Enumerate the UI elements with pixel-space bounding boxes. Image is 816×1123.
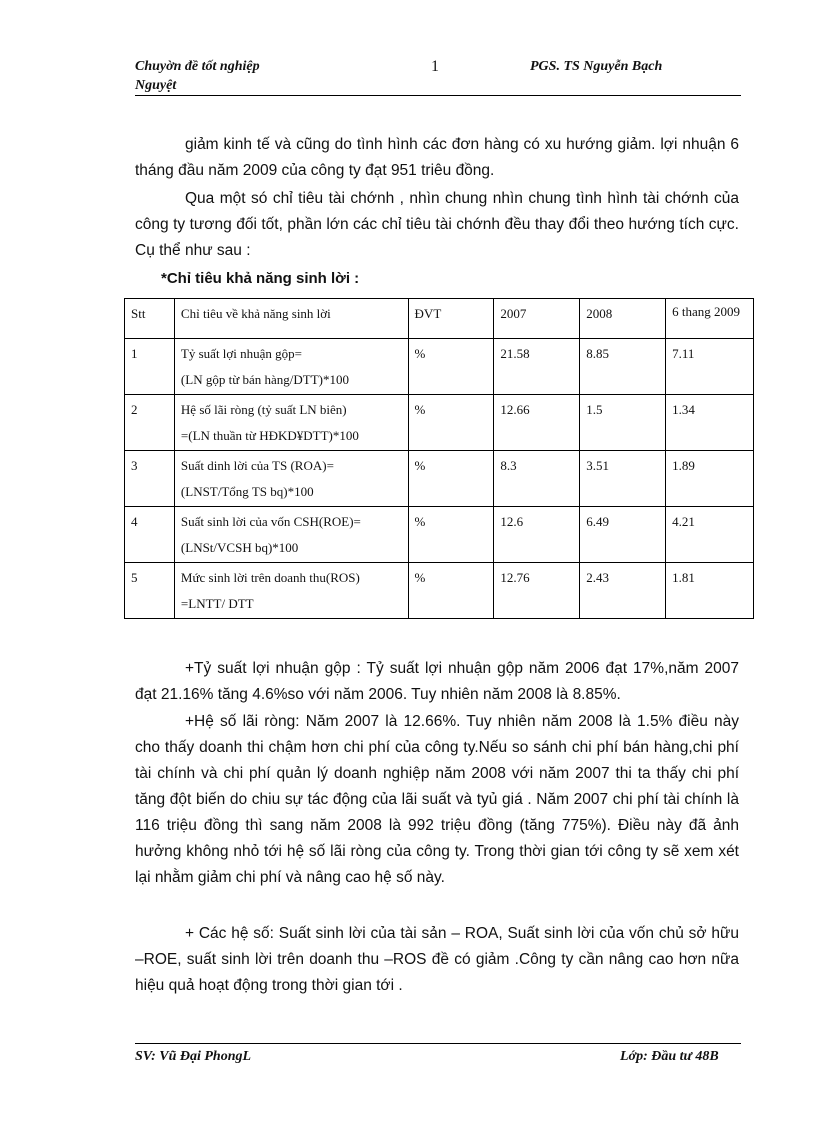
header-stt: Stt bbox=[125, 299, 175, 339]
cell-indicator bbox=[174, 451, 408, 507]
footer-right: Lớp: Đầu tư 48B bbox=[620, 1049, 719, 1064]
footer-left: SV: Vũ Đại PhongL bbox=[135, 1049, 252, 1064]
cell-indicator bbox=[174, 395, 408, 451]
page-number: 1 bbox=[431, 58, 439, 75]
header-rule bbox=[135, 95, 741, 96]
cell-unit: % bbox=[408, 451, 494, 507]
paragraph-4: +Hệ số lãi ròng: Năm 2007 là 12.66%. Tuy nhiên năm 2008 là 1.5% điều này cho thấy doanh thi chậm hơn chi phí của công ty.Nếu so sánh chi phí bán hàng,chi phí tài chính và chi phí quản lý doanh nghiệp năm 2008 với năm 2007 thi ta thấy chi phí tăng đột biến do chiu sự tác động của lãi suất và tyủ giá . Năm 2007 chi phí tài chính là 116 triệu đồng thì sang năm 2008 là 992 triệu đồng (tăng 775%). Điều này đã ảnh hưởng không nhỏ tới hệ số lãi ròng của công ty. Trong thời gian tới công ty sẽ xem xét lại nhằm giảm chi phí và nâng cao hệ số này. bbox=[135, 713, 739, 886]
cell-indicator bbox=[174, 339, 408, 395]
paragraph-2: Qua một só chỉ tiêu tài chớnh , nhìn chung nhìn chung tình hình tài chớnh của công ty tương đối tốt, phần lớn các chỉ tiêu tài chớnh đều thay đổi theo hướng tích cực. Cụ thể như sau : bbox=[135, 190, 739, 259]
indicator-line1: Suất dinh lời của TS (ROA)= bbox=[180, 458, 334, 473]
cell-2008: 6.49 bbox=[580, 507, 666, 563]
cell-h2009: 4.21 bbox=[666, 507, 754, 563]
header-2008: 2008 bbox=[580, 299, 666, 339]
table-row bbox=[125, 507, 754, 563]
cell-stt: 3 bbox=[125, 451, 175, 507]
cell-unit: % bbox=[408, 395, 494, 451]
header-h2009: 6 thang 2009 bbox=[666, 299, 754, 339]
section-subtitle: *Chỉ tiêu khả năng sinh lời : bbox=[161, 270, 360, 287]
cell-2007: 8.3 bbox=[494, 451, 580, 507]
indicator-line2: (LNST/Tổng TS bq)*100 bbox=[180, 484, 314, 499]
paragraph-3: +Tỷ suất lợi nhuận gộp : Tỷ suất lợi nhuận gộp năm 2006 đạt 17%,năm 2007 đạt 21.16% tăng 4.6%so với năm 2006. Tuy nhiên năm 2008 là 8.85%. bbox=[135, 660, 739, 703]
cell-unit: % bbox=[408, 507, 494, 563]
header-left-line1: Chuyờn đề tốt nghiệp bbox=[135, 59, 260, 74]
header-unit: ĐVT bbox=[408, 299, 494, 339]
indicator-line2: =LNTT/ DTT bbox=[180, 596, 254, 611]
cell-stt: 2 bbox=[125, 395, 175, 451]
cell-h2009: 1.81 bbox=[666, 563, 754, 619]
indicator-line1: Suất sinh lời của vốn CSH(ROE)= bbox=[180, 514, 361, 529]
cell-h2009: 1.34 bbox=[666, 395, 754, 451]
cell-2007: 12.6 bbox=[494, 507, 580, 563]
cell-2008: 2.43 bbox=[580, 563, 666, 619]
cell-stt: 5 bbox=[125, 563, 175, 619]
paragraph-5: + Các hệ số: Suất sinh lời của tài sản – ROA, Suất sinh lời của vốn chủ sở hữu –ROE, suất sinh lời trên doanh thu –ROS đề có giảm .Công ty cần nâng cao hơn nữa hiệu quả hoạt động trong thời gian tới . bbox=[135, 925, 739, 994]
header-2007: 2007 bbox=[494, 299, 580, 339]
header-left-line2: Nguyệt bbox=[135, 78, 177, 93]
cell-2008: 8.85 bbox=[580, 339, 666, 395]
cell-indicator bbox=[174, 563, 408, 619]
cell-h2009: 7.11 bbox=[666, 339, 754, 395]
cell-2007: 21.58 bbox=[494, 339, 580, 395]
header-right: PGS. TS Nguyễn Bạch bbox=[530, 59, 663, 74]
indicator-line1: Mức sinh lời trên doanh thu(ROS) bbox=[180, 570, 360, 585]
profitability-table bbox=[124, 298, 754, 619]
cell-h2009: 1.89 bbox=[666, 451, 754, 507]
cell-2008: 3.51 bbox=[580, 451, 666, 507]
indicator-line2: (LN gộp từ bán hàng/DTT)*100 bbox=[180, 372, 349, 387]
cell-unit: % bbox=[408, 563, 494, 619]
table-row bbox=[125, 395, 754, 451]
table-row bbox=[125, 451, 754, 507]
footer-rule bbox=[135, 1043, 741, 1044]
table-row bbox=[125, 339, 754, 395]
indicator-line2: (LNSt/VCSH bq)*100 bbox=[180, 540, 299, 555]
cell-2008: 1.5 bbox=[580, 395, 666, 451]
indicator-line2: =(LN thuần từ HĐKD¥DTT)*100 bbox=[180, 428, 359, 443]
indicator-line1: Tỷ suất lợi nhuận gộp= bbox=[180, 346, 303, 361]
paragraph-1: giảm kinh tế và cũng do tình hình các đơn hàng có xu hướng giảm. lợi nhuận 6 tháng đầu năm 2009 của công ty đạt 951 triêu đồng. bbox=[135, 136, 739, 179]
table-row bbox=[125, 563, 754, 619]
cell-indicator bbox=[174, 507, 408, 563]
cell-2007: 12.66 bbox=[494, 395, 580, 451]
header-indicator: Chỉ tiêu về khả năng sinh lời bbox=[174, 299, 408, 339]
cell-2007: 12.76 bbox=[494, 563, 580, 619]
indicator-line1: Hệ số lãi ròng (tỷ suất LN biên) bbox=[180, 402, 347, 417]
cell-stt: 4 bbox=[125, 507, 175, 563]
cell-unit: % bbox=[408, 339, 494, 395]
table-header-row bbox=[125, 299, 754, 339]
cell-stt: 1 bbox=[125, 339, 175, 395]
